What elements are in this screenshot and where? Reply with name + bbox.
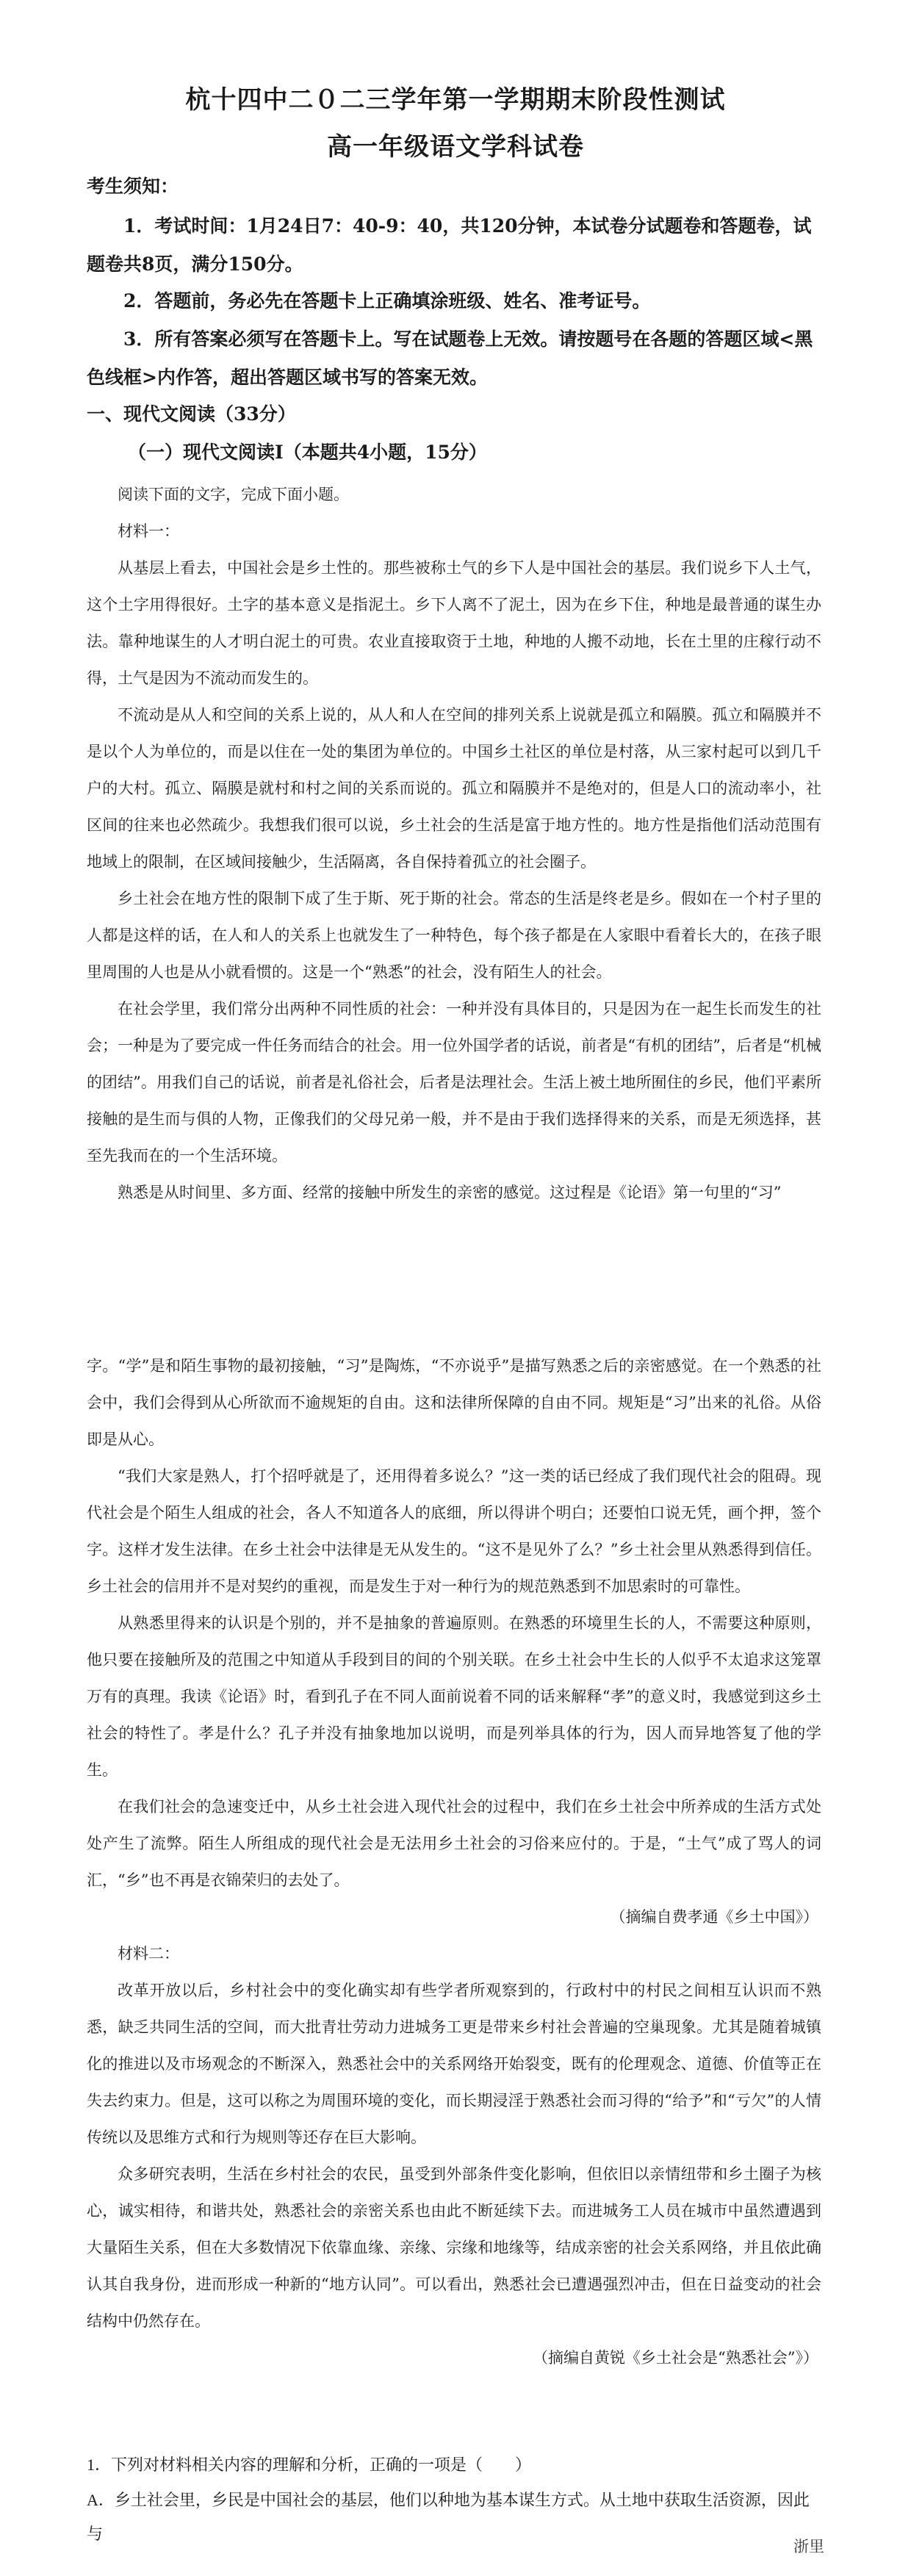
notice-item-1: 1．考试时间：1月24日7：40-9：40，共120分钟，本试卷分试题卷和答题卷，试题卷共8页，满分150分。 [87,215,812,275]
paragraph: 改革开放以后，乡村社会中的变化确实却有些学者所观察到的，行政村中的村民之间相互认识而不熟悉，缺乏共同生活的空间，而大批青壮劳动力进城务工更是带来乡村社会普遍的空巢现象。尤其是随着城镇化的推进以及市场观念的不断深入，熟悉社会中的关系网络开始裂变，既有的伦理观念、道德、价值等正在失去约束力。但是，这可以称之为周围环境的变化，而长期浸淫于熟悉社会而习得的“给予”和“亏欠”的人情传统以及思维方式和行为规则等还存在巨大影响。 [87,1982,821,2146]
paragraph: 在我们社会的急速变迁中，从乡土社会进入现代社会的过程中，我们在乡土社会中所养成的生活方式处处产生了流弊。陌生人所组成的现代社会是无法用乡土社会的习俗来应付的。于是，“土气”成了骂人的词汇，“乡”也不再是衣锦荣归的去处了。 [87,1798,821,1889]
material-2-label: 材料二： [118,1945,179,1962]
section-heading: 一、现代文阅读（33分） [87,403,296,425]
notice-heading: 考生须知： [87,176,179,197]
material-1-source: （摘编自费孝通《乡土中国》） [610,1908,818,1926]
paragraph: 熟悉是从时间里、多方面、经常的接触中所发生的亲密的感觉。这过程是《论语》第一句里的“习” [118,1184,782,1201]
material-block-b [87,1348,821,2376]
paragraph: 从熟悉里得来的认识是个别的，并不是抽象的普遍原则。在熟悉的环境里生长的人，不需要这种原则，他只要在接触所及的范围之中知道从手段到目的间的个别关联。在乡土社会中生长的人似乎不太追求这笼罩万有的真理。我读《论语》时，看到孔子在不同人面前说着不同的话来解释“孝”的意义时，我感觉到这乡土社会的特性了。孝是什么？孔子并没有抽象地加以说明，而是列举具体的行为，因人而异地答复了他的学生。 [87,1614,821,1779]
subsection-heading: （一）现代文阅读Ⅰ（本题共4小题，15分） [128,442,487,463]
footer-watermark: 浙里 [793,2538,824,2555]
material-2-source: （摘编自黄锐《乡土社会是“熟悉社会”》） [533,2349,818,2367]
paragraph: 从基层上看去，中国社会是乡土性的。那些被称土气的乡下人是中国社会的基层。我们说乡下人土气，这个土字用得很好。土字的基本意义是指泥土。乡下人离不了泥土，因为在乡下住，种地是最普通的谋生办法。靠种地谋生的人才明白泥土的可贵。农业直接取资于土地，种地的人搬不动地，长在土里的庄稼行动不得，土气是因为不流动而发生的。 [87,559,821,687]
paragraph: 在社会学里，我们常分出两种不同性质的社会：一种并没有具体目的，只是因为在一起生长而发生的社会；一种是为了要完成一件任务而结合的社会。用一位外国学者的话说，前者是“有机的团结”，后者是“机械的团结”。用我们自己的话说，前者是礼俗社会，后者是法理社会。生活上被土地所囿住的乡民，他们平素所接触的是生而与俱的人物，正像我们的父母兄弟一般，并不是由于我们选择得来的关系，而是无须选择，甚至先我而在的一个生活环境。 [87,1000,821,1165]
question-1-option-a: A．乡土社会里，乡民是中国社会的基层，他们以种地为基本谋生方式。从土地中获取生活资源，因此与 [87,2491,810,2543]
exam-subtitle: 高一年级语文学科试卷 [327,132,584,162]
material-1-label: 材料一： [118,522,179,540]
notice-item-3: 3．所有答案必须写在答题卡上。写在试题卷上无效。请按题号在各题的答题区域<黑色线框>内作答，超出答题区域书写的答案无效。 [87,328,813,388]
paragraph: 众多研究表明，生活在乡村社会的农民，虽受到外部条件变化影响，但依旧以亲情纽带和乡土圈子为核心，诚实相待，和谐共处，熟悉社会的亲密关系也由此不断延续下去。而进城务工人员在城市中虽然遭遇到大量陌生关系，但在大多数情况下依靠血缘、亲缘、宗缘和地缘等，结成亲密的社会关系网络，并且依此确认其自我身份，进而形成一种新的“地方认同”。可以看出，熟悉社会已遭遇强烈冲击，但在日益变动的社会结构中仍然存在。 [87,2165,821,2330]
paragraph: 不流动是从人和空间的关系上说的，从人和人在空间的排列关系上说就是孤立和隔膜。孤立和隔膜并不是以个人为单位的，而是以住在一处的集团为单位的。中国乡土社区的单位是村落，从三家村起可以到几千户的大村。孤立、隔膜是就村和村之间的关系而说的。孤立和隔膜并不是绝对的，但是人口的流动率小，社区间的往来也必然疏少。我想我们很可以说，乡土社会的生活是富于地方性的。地方性是指他们活动范围有地域上的限制，在区域间接触少，生活隔离，各自保持着孤立的社会圈子。 [87,706,821,871]
exam-title: 杭十四中二０二三学年第一学期期末阶段性测试 [185,85,726,115]
material-block-a [87,476,821,1211]
paragraph: 乡土社会在地方性的限制下成了生于斯、死于斯的社会。常态的生活是终老是乡。假如在一个村子里的人都是这样的话，在人和人的关系上也就发生了一种特色，每个孩子都是在人家眼中看着长大的，在孩子眼里周围的人也是从小就看惯的。这是一个“熟悉”的社会，没有陌生人的社会。 [87,890,821,981]
question-1: 1．下列对材料相关内容的理解和分析，正确的一项是（ ） [87,2456,532,2474]
paragraph: “我们大家是熟人，打个招呼就是了，还用得着多说么？”这一类的话已经成了我们现代社会的阻碍。现代社会是个陌生人组成的社会，各人不知道各人的底细，所以得讲个明白；还要怕口说无凭，画个押，签个字。这样才发生法律。在乡土社会中法律是无从发生的。“这不是见外了么？”乡土社会里从熟悉得到信任。乡土社会的信用并不是对契约的重视，而是发生于对一种行为的规范熟悉到不加思索时的可靠性。 [87,1467,821,1595]
notice-item-2: 2．答题前，务必先在答题卡上正确填涂班级、姓名、准考证号。 [123,290,651,312]
paragraph: 字。“学”是和陌生事物的最初接触，“习”是陶炼，“不亦说乎”是描写熟悉之后的亲密感觉。在一个熟悉的社会中，我们会得到从心所欲而不逾规矩的自由。这和法律所保障的自由不同。规矩是“习”出来的礼俗。从俗即是从心。 [87,1357,821,1448]
instruction: 阅读下面的文字，完成下面小题。 [118,486,349,503]
